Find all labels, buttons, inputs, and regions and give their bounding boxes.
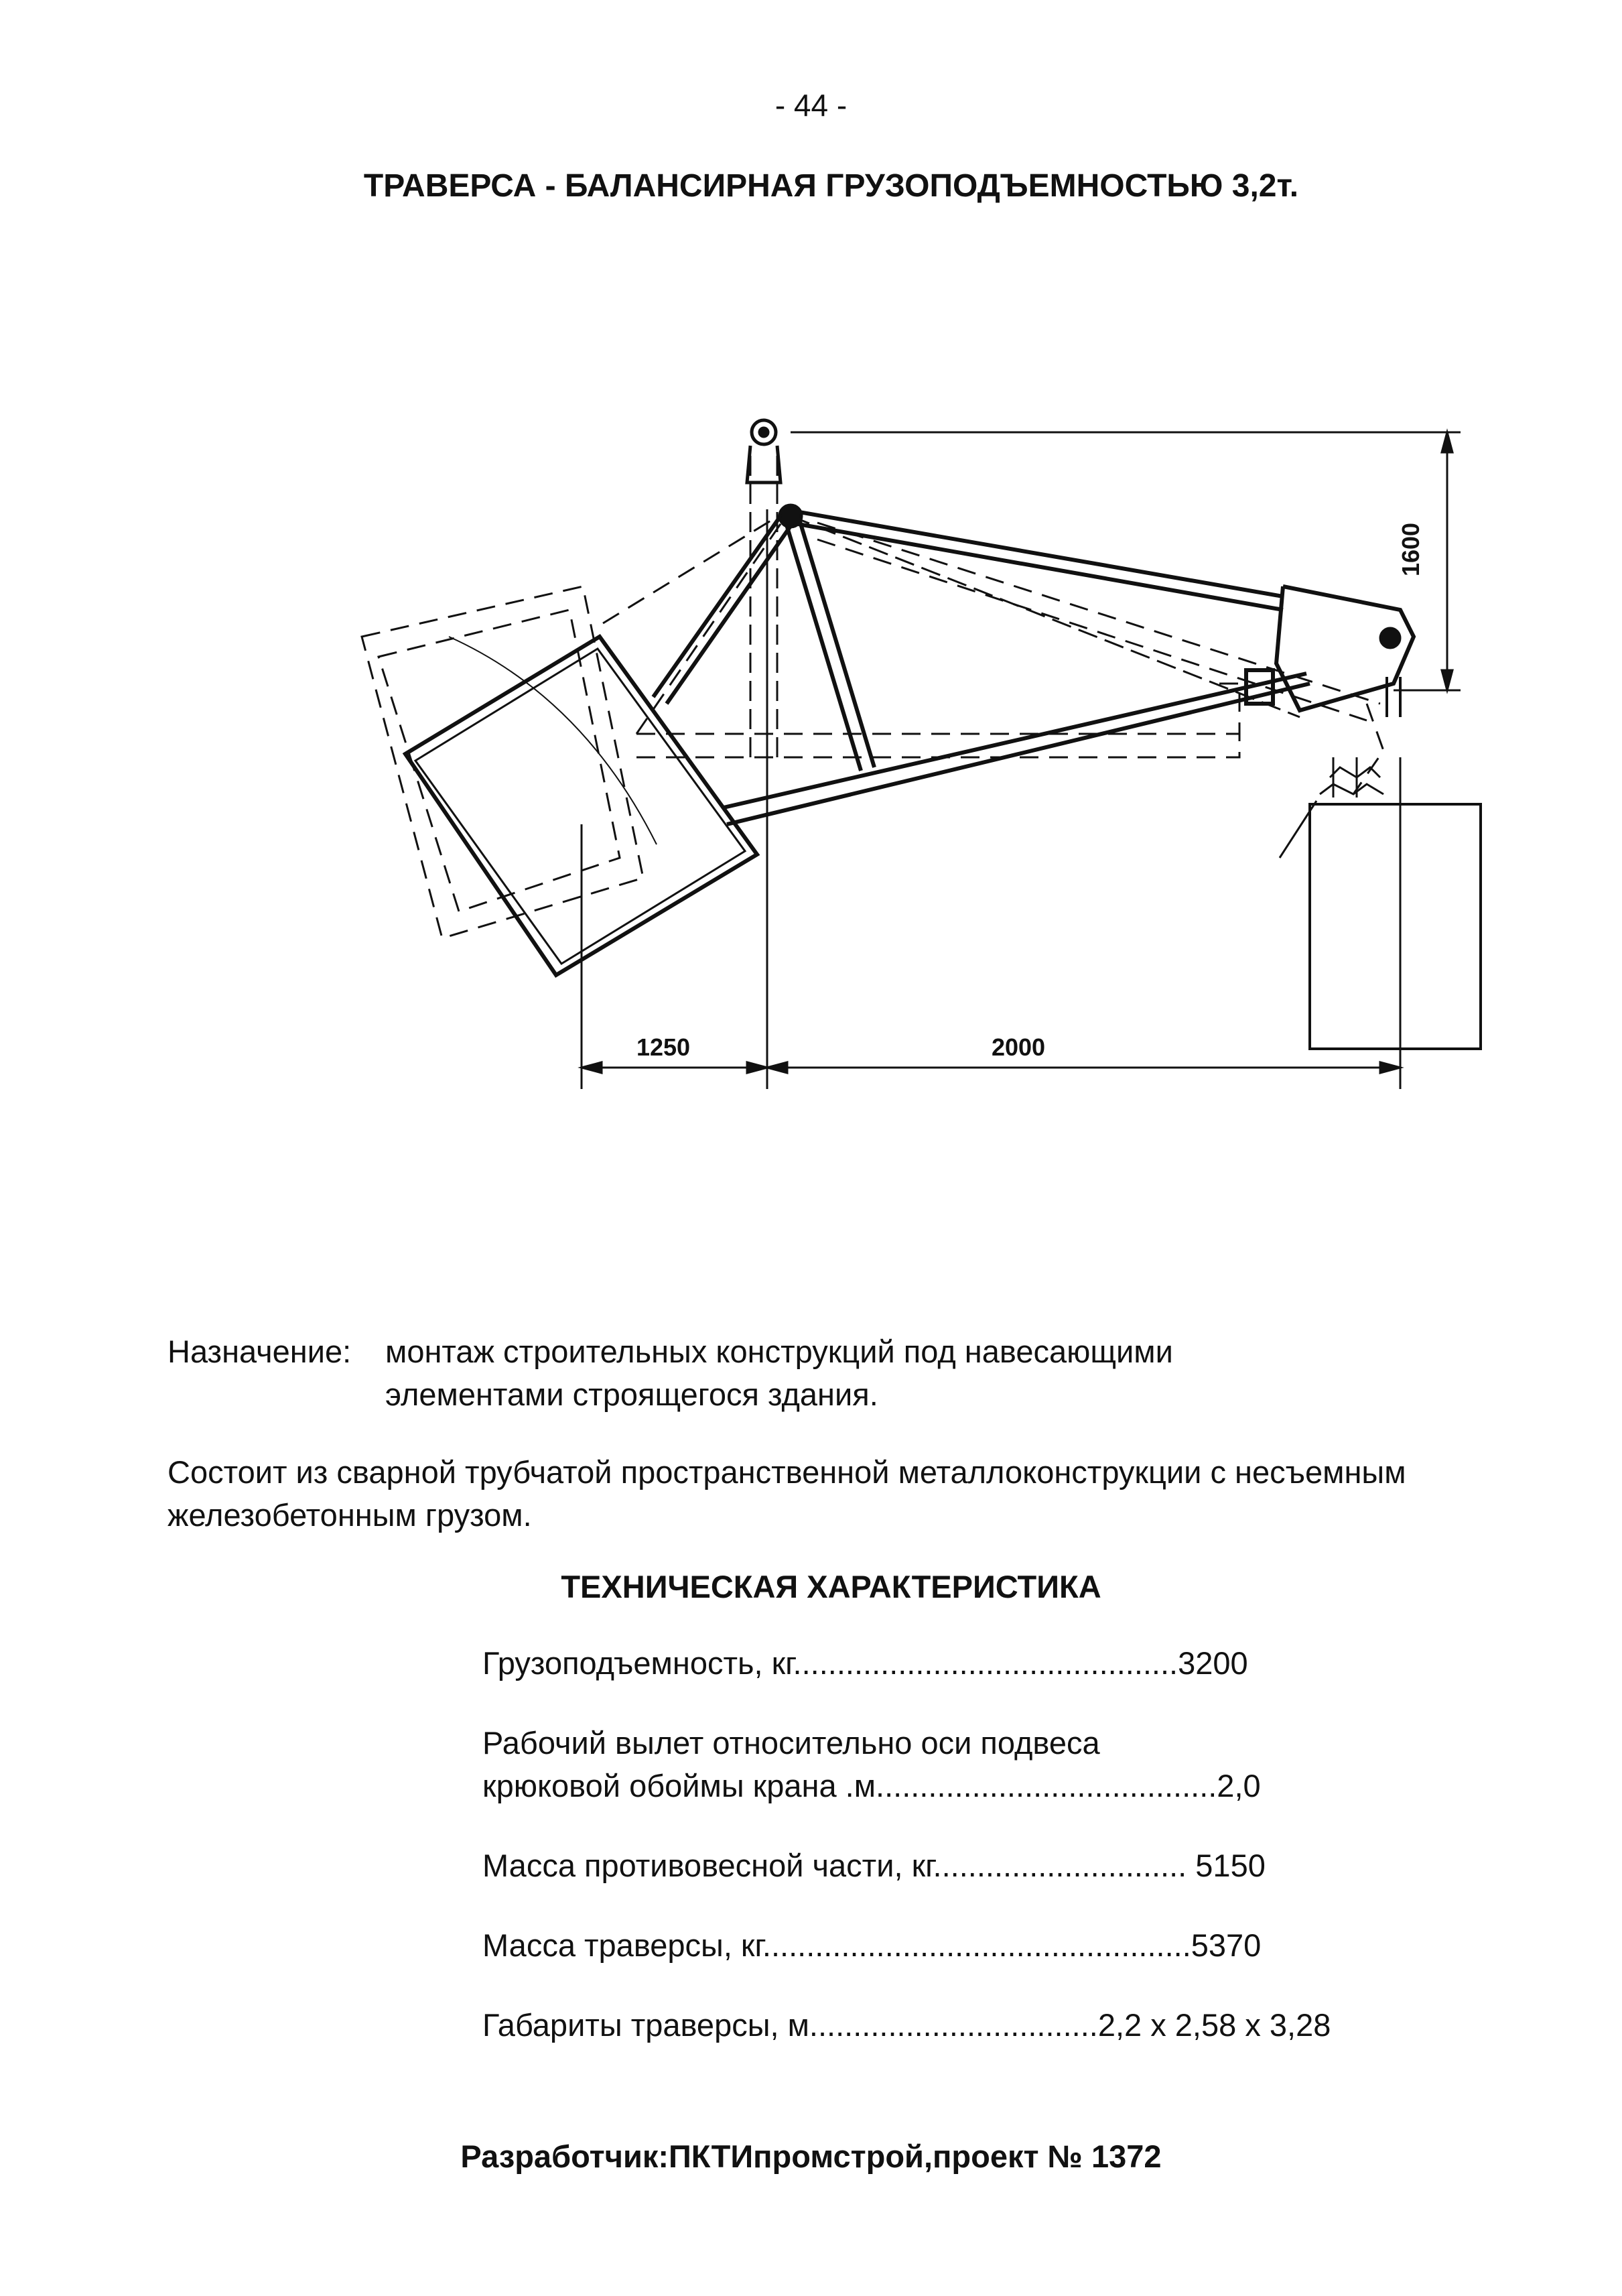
dimension-1600: 1600 <box>1397 522 1424 577</box>
dimension-2000: 2000 <box>991 1033 1046 1061</box>
composition-paragraph <box>167 1451 1541 1537</box>
purpose-line-2: элементами строящегося здания. <box>385 1377 878 1412</box>
page-title: ТРАВЕРСА - БАЛАНСИРНАЯ ГРУЗОПОДЪЕМНОСТЬЮ 3,2т. <box>363 168 1299 204</box>
spec-item-traverse-mass <box>482 1924 1420 1967</box>
composition-line-2: железобетонным грузом. <box>167 1497 532 1533</box>
swing-arc <box>449 637 657 844</box>
spec-item-counterweight-mass <box>482 1844 1420 1887</box>
spec-item-reach <box>482 1722 1420 1807</box>
traverse-drawing <box>348 395 1487 1106</box>
spec-line: Масса траверсы, кг.................................................5370 <box>482 1927 1262 1963</box>
spec-line: Габариты траверсы, м.................................2,2 х 2,58 х 3,28 <box>482 2007 1331 2043</box>
ghost-position <box>362 509 1383 938</box>
hook-and-load <box>1280 757 1481 1049</box>
spec-line: Рабочий вылет относительно оси подвеса <box>482 1725 1100 1761</box>
dimension-1250: 1250 <box>636 1033 691 1061</box>
page-number: - 44 - <box>774 88 848 123</box>
spec-line: Масса противовесной части, кг............................. 5150 <box>482 1848 1266 1883</box>
dimension-lines <box>582 432 1461 1089</box>
purpose-line-1: монтаж строительных конструкций под навесающими <box>385 1334 1173 1369</box>
developer-credit: Разработчик:ПКТИпромстрой,проект № 1372 <box>460 2139 1162 2174</box>
spec-item-dimensions <box>482 2004 1420 2047</box>
spec-list <box>482 1642 1420 2084</box>
spec-line: Грузоподъемность, кг............................................3200 <box>482 1645 1248 1681</box>
center-lines <box>750 456 1300 757</box>
purpose-label: Назначение: <box>167 1334 352 1369</box>
main-truss <box>405 509 1414 975</box>
spec-item-capacity <box>482 1642 1420 1685</box>
spec-title: ТЕХНИЧЕСКАЯ ХАРАКТЕРИСТИКА <box>561 1569 1101 1604</box>
composition-line-1: Состоит из сварной трубчатой пространственной металлоконструкции с несъемным <box>167 1454 1406 1490</box>
spec-line: крюковой обоймы крана .м.......................................2,0 <box>482 1768 1261 1803</box>
